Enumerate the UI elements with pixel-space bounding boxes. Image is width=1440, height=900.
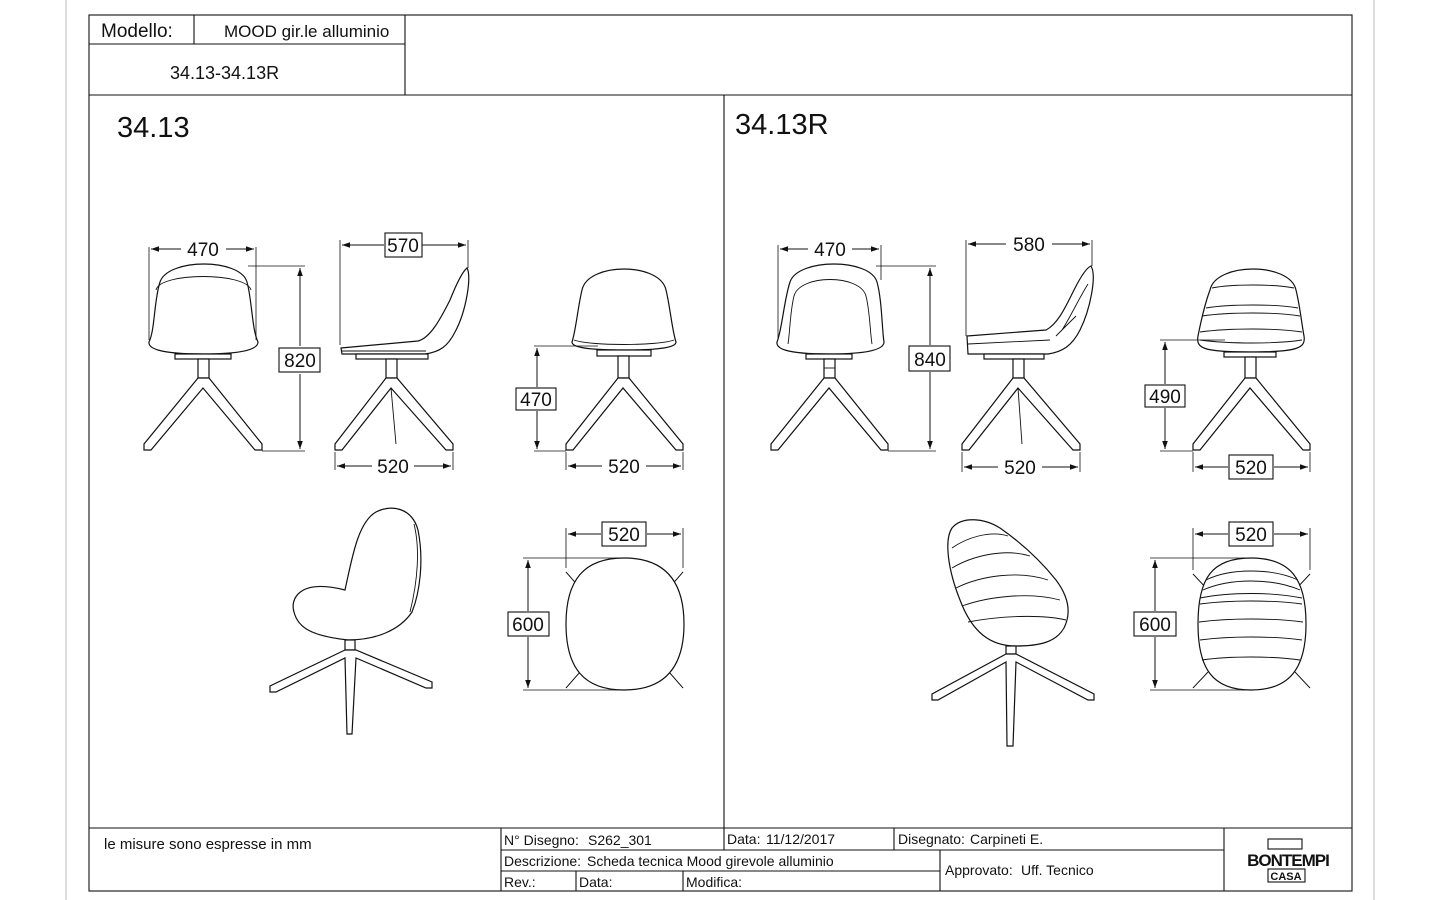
right-top-view (1193, 558, 1310, 690)
right-base-back-label: 520 (1235, 458, 1267, 479)
date-value: 11/12/2017 (766, 831, 836, 847)
drawn-by: Carpineti E. (970, 831, 1044, 847)
right-perspective-view (932, 520, 1094, 746)
units-note: le misure sono espresse in mm (104, 836, 312, 853)
right-height-label: 840 (914, 350, 946, 371)
left-top-depth-label: 600 (512, 615, 544, 636)
model-codes: 34.13-34.13R (170, 63, 280, 83)
bontempi-logo (1247, 839, 1329, 883)
drawn-by-label: Disegnato: (898, 831, 965, 847)
left-seat-height-label: 470 (520, 390, 552, 411)
left-top-view (566, 558, 684, 690)
left-front-width-label: 470 (187, 240, 219, 261)
left-perspective-view (270, 508, 432, 734)
description: Scheda tecnica Mood girevole alluminio (587, 853, 834, 869)
right-front-view (771, 264, 888, 450)
left-side-depth-label: 570 (387, 236, 419, 257)
right-base-side-label: 520 (1004, 458, 1036, 479)
right-front-width-label: 470 (814, 240, 846, 261)
title-header (89, 15, 1352, 95)
right-side-depth-label: 580 (1013, 235, 1045, 256)
left-base-side-label: 520 (377, 457, 409, 478)
right-top-width-label: 520 (1235, 525, 1267, 546)
title-block (89, 828, 1352, 891)
left-side-view (335, 268, 469, 450)
left-panel-code: 34.13 (117, 112, 190, 144)
model-name: MOOD gir.le alluminio (224, 22, 390, 41)
right-back-view (1193, 269, 1310, 450)
right-side-view (962, 266, 1093, 450)
approved-label: Approvato: (945, 862, 1013, 878)
right-panel-code: 34.13R (735, 109, 829, 141)
right-seat-height-label: 490 (1149, 387, 1181, 408)
left-front-view (144, 264, 262, 450)
logo-sub: CASA (1270, 871, 1302, 883)
drawing-number-label: N° Disegno: (504, 832, 579, 848)
right-top-depth-label: 600 (1139, 615, 1171, 636)
sheet-frame (89, 15, 1352, 891)
drawing-number: S262_301 (588, 832, 652, 848)
left-base-back-label: 520 (608, 457, 640, 478)
approved-by: Uff. Tecnico (1021, 862, 1094, 878)
rev-label: Rev.: (504, 874, 536, 890)
logo-main: BONTEMPI (1247, 851, 1329, 870)
left-top-width-label: 520 (608, 525, 640, 546)
model-label: Modello: (101, 21, 173, 42)
rev-date-label: Data: (579, 874, 613, 890)
description-label: Descrizione: (504, 853, 582, 869)
left-height-label: 820 (284, 351, 316, 372)
modification-label: Modifica: (686, 874, 743, 890)
date-label: Data: (727, 831, 761, 847)
left-back-view (566, 269, 683, 450)
